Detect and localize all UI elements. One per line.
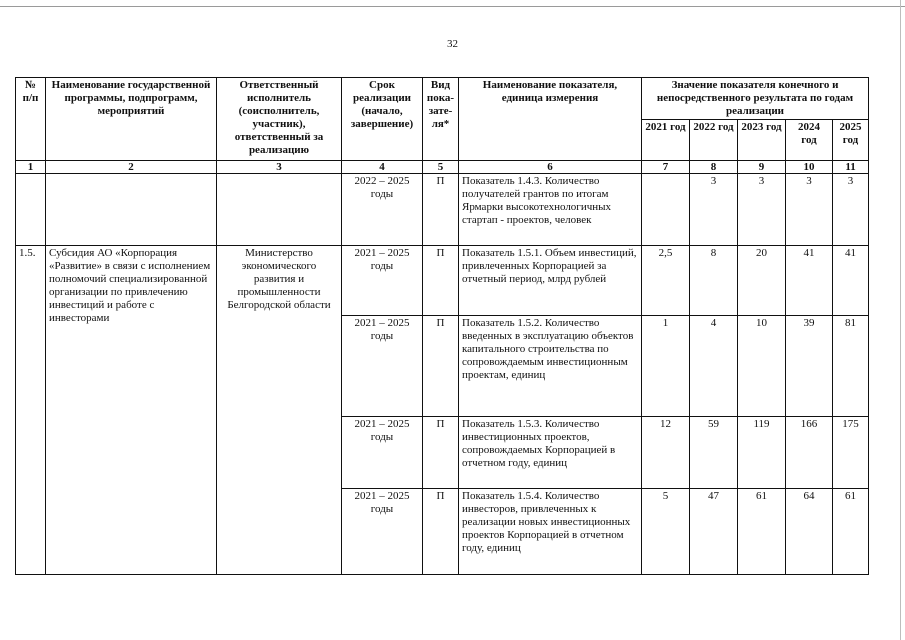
cell-value-2021: 2,5 — [642, 246, 690, 316]
cell-program: Субсидия АО «Корпорация «Развитие» в связи с исполнением полномочий специализированной организации по привлечению инвестиций и работе с инвесторами — [46, 246, 217, 575]
cell-term: 2021 – 2025 годы — [342, 489, 423, 575]
table-row — [16, 246, 869, 316]
cell-value-2024: 39 — [786, 316, 833, 417]
cell-value-2024: 41 — [786, 246, 833, 316]
cell-kind: П — [423, 174, 459, 246]
header-program: Наименование государственной программы, подпрограмм, мероприятий — [46, 78, 217, 161]
cell-program — [46, 174, 217, 246]
header-year: 2024 год — [786, 120, 833, 161]
column-number: 8 — [690, 161, 738, 174]
cell-value-2024: 3 — [786, 174, 833, 246]
cell-value-2022: 59 — [690, 417, 738, 489]
cell-value-2024: 64 — [786, 489, 833, 575]
cell-value-2022: 8 — [690, 246, 738, 316]
cell-num: 1.5. — [16, 246, 46, 575]
cell-value-2021: 1 — [642, 316, 690, 417]
cell-value-2022: 3 — [690, 174, 738, 246]
column-number: 5 — [423, 161, 459, 174]
cell-value-2025: 81 — [833, 316, 869, 417]
cell-value-2025: 61 — [833, 489, 869, 575]
cell-value-2021: 5 — [642, 489, 690, 575]
cell-kind: П — [423, 246, 459, 316]
page-top-edge — [0, 6, 905, 7]
header-year: 2025 год — [833, 120, 869, 161]
cell-indicator: Показатель 1.5.2. Количество введенных в эксплуатацию объектов капитального строительства по сопровождаемым инвестиционным проектам, единиц — [459, 316, 642, 417]
header-executor: Ответственный исполнитель (соисполнитель, участник), ответственный за реализацию — [217, 78, 342, 161]
table-row — [16, 174, 869, 246]
cell-term: 2021 – 2025 годы — [342, 246, 423, 316]
cell-value-2022: 4 — [690, 316, 738, 417]
cell-value-2025: 175 — [833, 417, 869, 489]
cell-term: 2021 – 2025 годы — [342, 417, 423, 489]
cell-value-2025: 41 — [833, 246, 869, 316]
column-number: 3 — [217, 161, 342, 174]
cell-value-2021: 12 — [642, 417, 690, 489]
column-number: 1 — [16, 161, 46, 174]
cell-value-2023: 119 — [738, 417, 786, 489]
cell-indicator: Показатель 1.5.4. Количество инвесторов, привлеченных к реализации новых инвестиционных проектов Корпорацией в отчетном году, единиц — [459, 489, 642, 575]
header-num: № п/п — [16, 78, 46, 161]
header-values-group: Значение показателя конечного и непосредственного результата по годам реализации — [642, 78, 869, 120]
cell-executor: Министерство экономического развития и промышленности Белгородской области — [217, 246, 342, 575]
column-number: 4 — [342, 161, 423, 174]
column-number: 6 — [459, 161, 642, 174]
cell-value-2023: 10 — [738, 316, 786, 417]
cell-indicator: Показатель 1.5.3. Количество инвестиционных проектов, сопровождаемых Корпорацией в отчетном году, единиц — [459, 417, 642, 489]
header-term: Срок реализации (начало, завершение) — [342, 78, 423, 161]
header-year: 2023 год — [738, 120, 786, 161]
header-year: 2022 год — [690, 120, 738, 161]
cell-kind: П — [423, 417, 459, 489]
header-kind: Вид пока-зате-ля* — [423, 78, 459, 161]
cell-indicator: Показатель 1.5.1. Объем инвестиций, привлеченных Корпорацией за отчетный период, млрд рублей — [459, 246, 642, 316]
column-number: 9 — [738, 161, 786, 174]
page-right-edge — [900, 0, 901, 640]
page-number: 32 — [447, 38, 458, 50]
column-number: 2 — [46, 161, 217, 174]
cell-value-2025: 3 — [833, 174, 869, 246]
column-number: 10 — [786, 161, 833, 174]
cell-executor — [217, 174, 342, 246]
cell-value-2021 — [642, 174, 690, 246]
cell-value-2023: 61 — [738, 489, 786, 575]
indicators-table — [15, 77, 869, 575]
cell-kind: П — [423, 316, 459, 417]
cell-value-2023: 20 — [738, 246, 786, 316]
header-year: 2021 год — [642, 120, 690, 161]
cell-kind: П — [423, 489, 459, 575]
cell-value-2022: 47 — [690, 489, 738, 575]
cell-term: 2021 – 2025 годы — [342, 316, 423, 417]
column-number: 11 — [833, 161, 869, 174]
cell-value-2024: 166 — [786, 417, 833, 489]
column-number: 7 — [642, 161, 690, 174]
cell-value-2023: 3 — [738, 174, 786, 246]
cell-num — [16, 174, 46, 246]
cell-indicator: Показатель 1.4.3. Количество получателей грантов по итогам Ярмарки высокотехнологичных стартап - проектов, человек — [459, 174, 642, 246]
cell-term: 2022 – 2025 годы — [342, 174, 423, 246]
header-indicator: Наименование показателя, единица измерения — [459, 78, 642, 161]
